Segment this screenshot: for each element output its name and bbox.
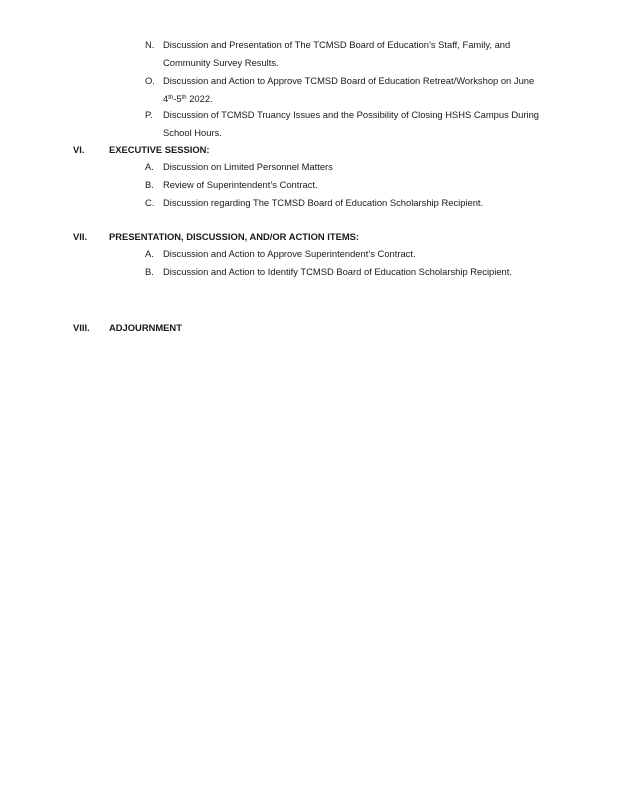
section-vi-title: EXECUTIVE SESSION: [109,144,210,155]
vi-item-b-text: Review of Superintendent’s Contract. [163,179,318,190]
vii-item-b-letter: B. [145,266,154,277]
item-p-line1: Discussion of TCMSD Truancy Issues and the Possibility of Closing HSHS Campus During [163,109,540,120]
item-o-date-range: -5 [173,93,182,104]
section-vii-title: PRESENTATION, DISCUSSION, AND/OR ACTION ITEMS: [109,231,360,242]
vi-item-c-text: Discussion regarding The TCMSD Board of Education Scholarship Recipient. [163,197,484,208]
vii-item-a-letter: A. [145,248,154,259]
item-o-date-suffix-1: th [168,95,174,101]
item-o-date-year: 2022. [186,93,213,104]
item-o-date-suffix-2: th [181,95,187,101]
item-o-date-start: 4 [163,93,169,104]
section-vii-number: VII. [73,231,88,242]
item-n-line1: Discussion and Presentation of The TCMSD Board of Education’s Staff, Family, and [163,39,511,50]
section-viii-number: VIII. [73,322,90,333]
vi-item-b-letter: B. [145,179,154,190]
vii-item-a-text: Discussion and Action to Approve Superintendent’s Contract. [163,248,416,259]
item-o-line1: Discussion and Action to Approve TCMSD Board of Education Retreat/Workshop on June [163,75,535,86]
item-o-letter: O. [145,75,155,86]
item-p-letter: P. [145,109,153,120]
item-p-line2: School Hours. [163,127,222,138]
vii-item-b-text: Discussion and Action to Identify TCMSD Board of Education Scholarship Recipient. [163,266,512,277]
item-n-letter: N. [145,39,155,50]
item-n-line2: Community Survey Results. [163,57,279,68]
vi-item-c-letter: C. [145,197,155,208]
vi-item-a-text: Discussion on Limited Personnel Matters [163,161,333,172]
section-vi-number: VI. [73,144,85,155]
vi-item-a-letter: A. [145,161,154,172]
section-viii-title: ADJOURNMENT [109,322,182,333]
